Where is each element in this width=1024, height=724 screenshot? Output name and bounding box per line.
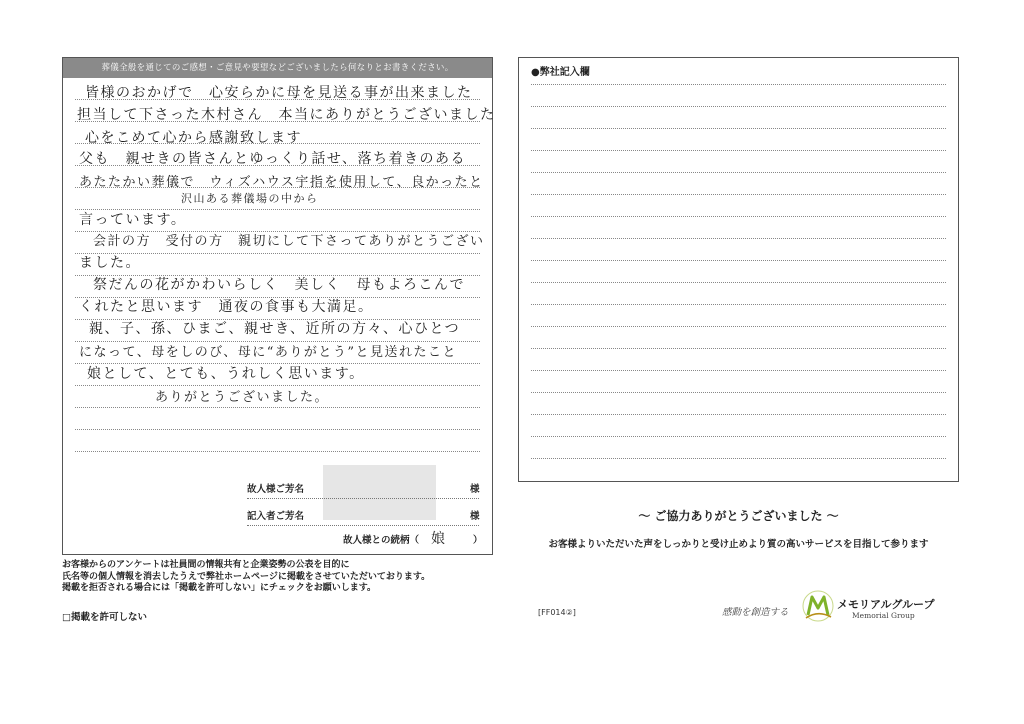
relationship-label: 故人様との続柄（ [343,535,420,546]
handwritten-line: になって、母をしのび、母に“ありがとう”と見送れたこと [79,345,458,360]
handwritten-line: 娘として、とても、うれしく思います。 [87,366,365,382]
relationship-close: ） [473,535,483,546]
privacy-note-line: 氏名等の個人情報を消去したうえで弊社ホームページに掲載をさせていただいております。 [62,571,431,582]
handwritten-line: ありがとうございました。 [155,390,330,405]
handwritten-line: 言っています。 [79,212,187,228]
handwritten-line: 心をこめて心から感謝致します [85,130,302,146]
privacy-note-line: お客様からのアンケートは社員間の情報共有と企業姿勢の公表を目的に [62,560,350,570]
do-not-publish-checkbox[interactable]: □掲載を許可しない [62,612,147,623]
redacted-name-block [323,465,436,520]
comment-form-header: 葬儀全般を通じてのご感想・ご意見や要望などございましたら何なりとお書きください。 [63,58,492,78]
writer-name-line [247,525,479,526]
handwritten-line: あたたかい葬儀で ウィズハウス宇指を使用して、良かったと [79,175,484,190]
privacy-note-line: 掲載を拒否される場合には「掲載を許可しない」にチェックをお願いします。 [62,583,377,593]
honorific-sama-2: 様 [470,511,480,522]
relationship-value: 娘 [431,531,447,547]
honorific-sama: 様 [470,484,480,495]
company-entry-header: ●弊社記入欄 [531,67,590,78]
handwritten-insert: 沢山ある葬儀場の中から [181,192,319,205]
logo-mark-icon [800,588,836,624]
thank-you-message: ～ ご協力ありがとうございました ～ [638,509,839,523]
form-code: [FF014②] [538,608,576,617]
handwritten-line: 父も 親せきの皆さんとゆっくり話せ、落ち着きのある [79,151,466,167]
handwritten-line: 会計の方 受付の方 親切にして下さってありがとうござい [93,234,485,249]
memorial-group-logo [800,586,960,626]
company-tagline: 感動を創造する [722,607,789,618]
privacy-notes [62,560,430,595]
company-entry-form [518,57,959,482]
deceased-name-label: 故人様ご芳名 [247,484,305,495]
handwritten-line: 担当して下さった木村さん 本当にありがとうございました [77,107,496,123]
logo-text-en: Memorial Group [852,611,915,620]
handwritten-line: 祭だんの花がかわいらしく 美しく 母もよろこんで [93,277,465,293]
writer-name-label: 記入者ご芳名 [247,511,305,522]
handwritten-line: 皆様のおかげで 心安らかに母を見送る事が出来ました [85,85,473,101]
logo-text-jp: メモリアルグループ [837,598,935,611]
handwritten-line: くれたと思います 通夜の食事も大満足。 [79,299,374,315]
handwritten-line: 親、子、孫、ひまご、親せき、近所の方々、心ひとつ [89,321,461,337]
deceased-name-line [247,498,479,499]
customer-comment-form [62,57,496,555]
handwritten-line: ました。 [79,255,141,271]
service-commitment-text: お客様よりいただいた声をしっかりと受け止めより質の高いサービスを目指して参ります [548,539,929,550]
